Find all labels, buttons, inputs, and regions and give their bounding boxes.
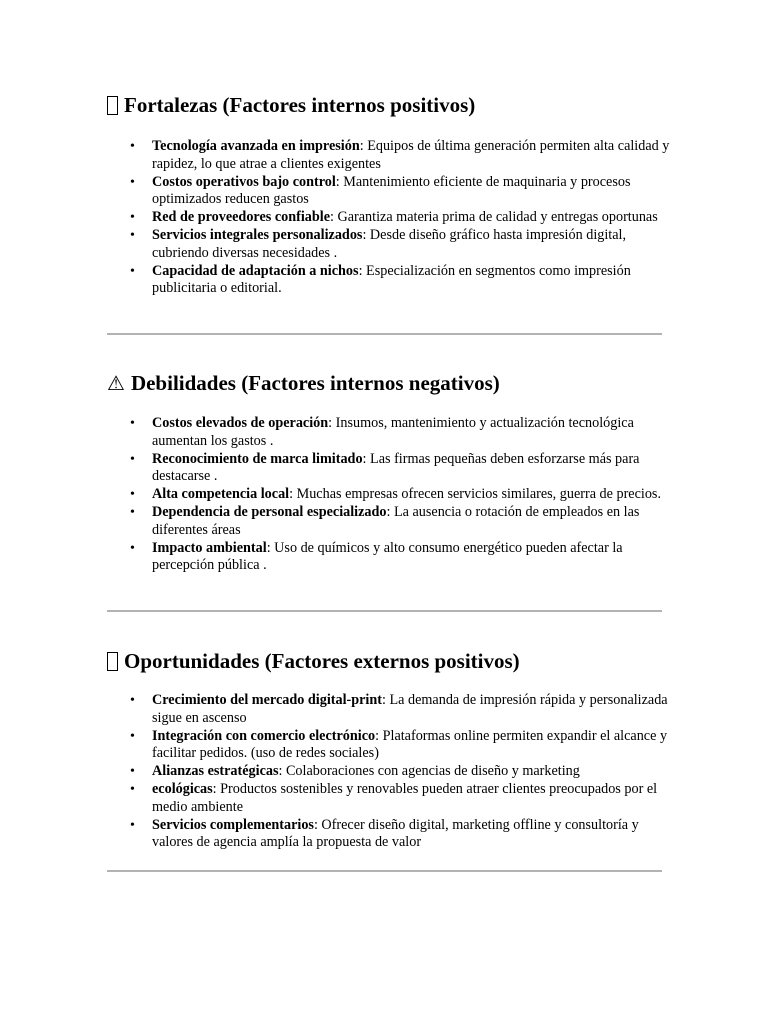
list-item: • Capacidad de adaptación a nichos: Especialización en segmentos como impresión publicitaria o editorial.: [152, 263, 672, 299]
list-item: • Integración con comercio electrónico: Plataformas online permiten expandir el alcance y facilitar pedidos. (uso de redes sociales): [152, 728, 672, 764]
list-item: • Dependencia de personal especializado: La ausencia o rotación de empleados en las diferentes áreas: [152, 504, 672, 540]
section-title-fortalezas: Fortalezas (Factores internos positivos): [107, 92, 662, 118]
section-title-oportunidades: Oportunidades (Factores externos positivos): [107, 648, 662, 674]
section-divider: [107, 610, 662, 612]
list-item: • Crecimiento del mercado digital-print: La demanda de impresión rápida y personalizada sigue en ascenso: [152, 692, 672, 728]
list-item: • Tecnología avanzada en impresión: Equipos de última generación permiten alta calidad y rapidez, lo que atrae a clientes exigentes: [152, 138, 672, 174]
list-item: • Costos operativos bajo control: Mantenimiento eficiente de maquinaria y procesos optimizados reducen gastos: [152, 174, 672, 210]
section-title-debilidades: ⚠ Debilidades (Factores internos negativos): [107, 371, 500, 395]
section-divider: [107, 333, 662, 335]
list-item: • Alta competencia local: Muchas empresas ofrecen servicios similares, guerra de precios.: [152, 486, 672, 504]
oportunidades-list: [152, 692, 672, 852]
list-item: • Servicios complementarios: Ofrecer diseño digital, marketing offline y consultoría y valores de agencia amplía la propuesta de valor: [152, 817, 672, 853]
list-item: • ecológicas: Productos sostenibles y renovables pueden atraer clientes preocupados por el medio ambiente: [152, 781, 672, 817]
debilidades-list: [152, 415, 672, 575]
list-item: • Impacto ambiental: Uso de químicos y alto consumo energético pueden afectar la percepción pública .: [152, 540, 672, 576]
placeholder-box-icon: [107, 652, 118, 671]
list-item: • Alianzas estratégicas: Colaboraciones con agencias de diseño y marketing: [152, 763, 672, 781]
list-item: • Reconocimiento de marca limitado: Las firmas pequeñas deben esforzarse más para destacarse .: [152, 451, 672, 487]
list-item: • Red de proveedores confiable: Garantiza materia prima de calidad y entregas oportunas: [152, 209, 672, 227]
list-item: • Servicios integrales personalizados: Desde diseño gráfico hasta impresión digital, cubriendo diversas necesidades .: [152, 227, 672, 263]
section-divider: [107, 870, 662, 872]
placeholder-box-icon: [107, 96, 118, 115]
warning-icon: ⚠: [107, 373, 125, 395]
list-item: • Costos elevados de operación: Insumos, mantenimiento y actualización tecnológica aumentan los gastos .: [152, 415, 672, 451]
fortalezas-list: [152, 138, 672, 298]
